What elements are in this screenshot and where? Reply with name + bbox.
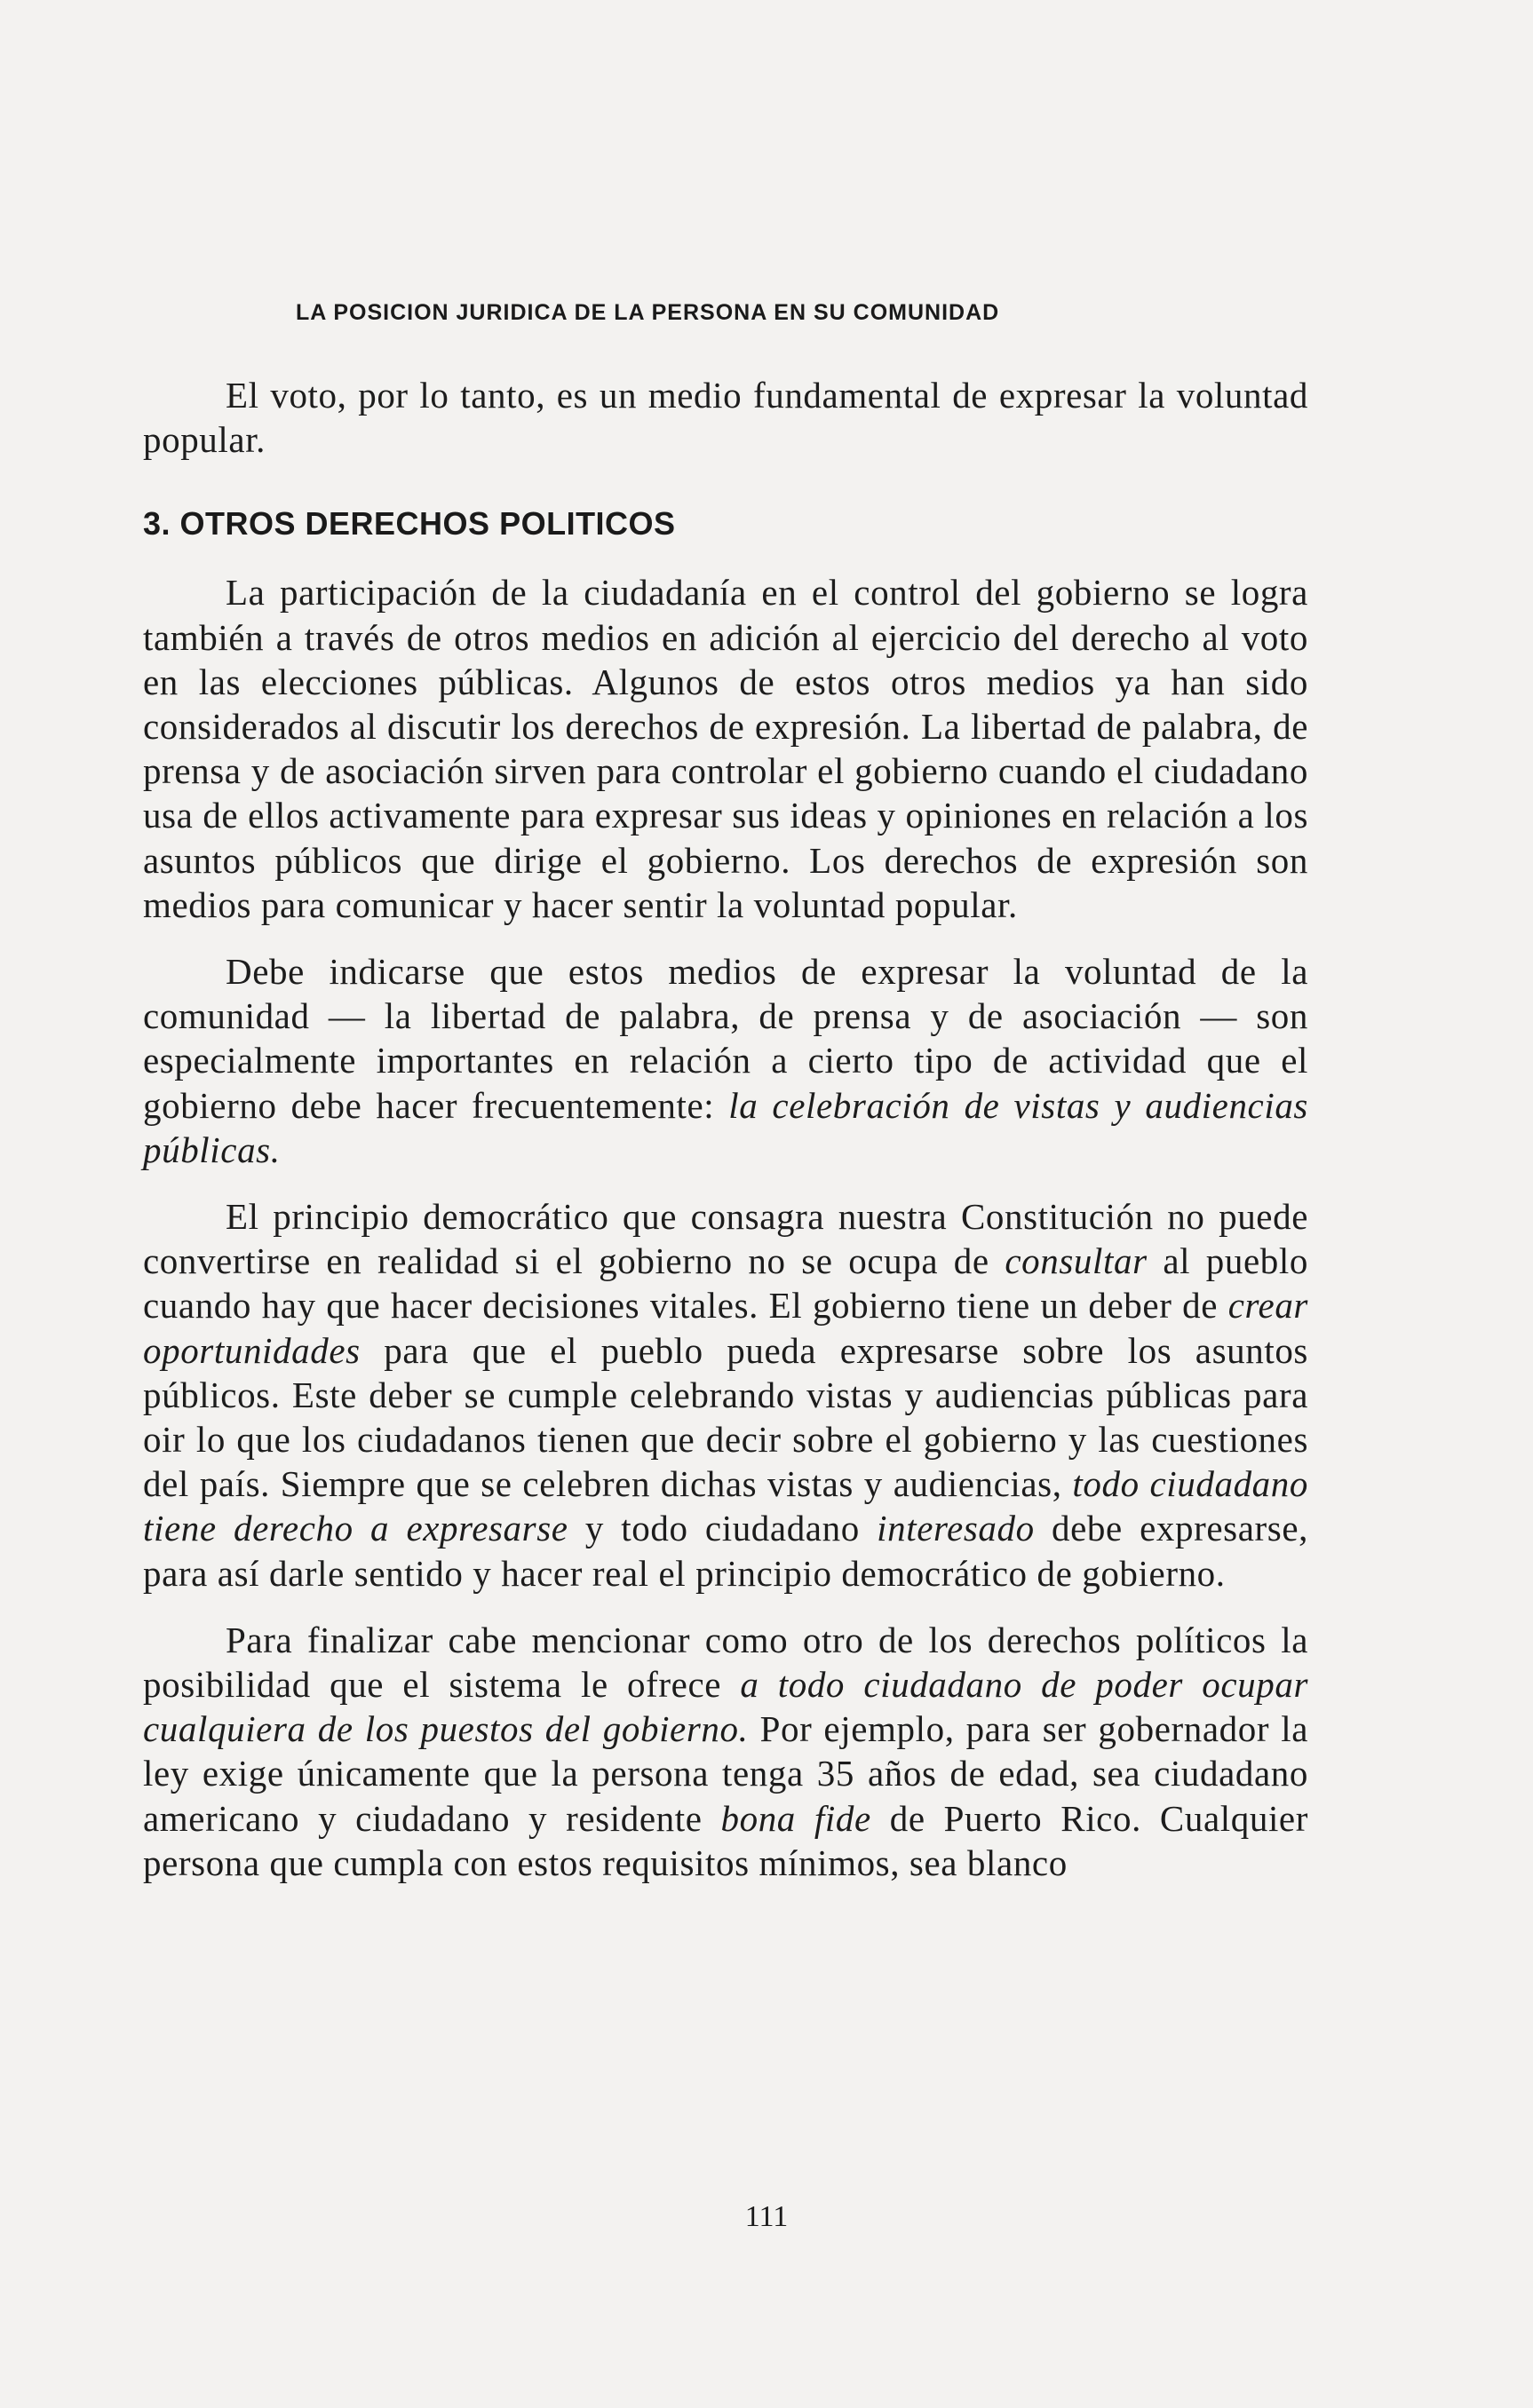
paragraph-text: al pueblo cuando hay que hacer decisiones vitales. El gobierno tiene un deber de [143, 1240, 1308, 1327]
paragraph-text: y todo ciudadano [568, 1508, 878, 1549]
paragraph-public-office [143, 1618, 1308, 1885]
paragraph-text: de Puerto Rico. Cualquier persona que cumpla con estos requisitos mínimos, sea blanco [143, 1797, 1308, 1883]
emphasis-text: crear oportunidades [143, 1285, 1308, 1371]
emphasis-text: bona fide [720, 1797, 871, 1839]
emphasis-text: interesado [877, 1508, 1035, 1549]
paragraph-text: para que el pueblo pueda expresarse sobre los asuntos públicos. Este deber se cumple celebrando vistas y audiencias públicas para oir lo que los ciudadanos tienen que decir sobre el gobierno y las cuestiones del país. Siempre que se celebren dichas vistas y audiencias, [143, 1329, 1308, 1505]
section-heading: 3. OTROS DERECHOS POLITICOS [143, 505, 676, 543]
emphasis-text: a todo ciudadano de poder ocupar cualquiera de los puestos del gobierno. [143, 1664, 1308, 1750]
page-number: 111 [744, 2200, 789, 2233]
paragraph-text: Debe indicarse que estos medios de expresar la voluntad de la comunidad — la libertad de palabra, de prensa y de asociación — son especialmente importantes en relación a cierto tipo de actividad que el gobierno debe hacer frecuentemente: [143, 951, 1308, 1126]
paragraph-democratic-principle [143, 1194, 1308, 1596]
paragraph-text: Para finalizar cabe mencionar como otro de los derechos políticos la posibilidad que el sistema le ofrece [143, 1619, 1308, 1706]
paragraph-text: debe expresarse, para así darle sentido y hacer real el principio democrático de gobierno. [143, 1508, 1308, 1594]
paragraph-text: Por ejemplo, para ser gobernador la ley exige únicamente que la persona tenga 35 años de edad, sea ciudadano americano y ciudadano y residente [143, 1708, 1308, 1839]
paragraph-expression-means [143, 949, 1308, 1172]
paragraph-text: El principio democrático que consagra nuestra Constitución no puede convertirse en realidad si el gobierno no se ocupa de [143, 1196, 1308, 1282]
body-text [143, 373, 1308, 1885]
paragraph-participation: La participación de la ciudadanía en el control del gobierno se logra también a través de otros medios en adición al ejercicio del derecho al voto en las elecciones públicas. Algunos de estos otros medios ya han sido considerados al discutir los derechos de expresión. La libertad de palabra, de prensa y de asociación sirven para controlar el gobierno cuando el ciudadano usa de ellos activamente para expresar sus ideas y opiniones en relación a los asuntos públicos que dirige el gobierno. Los derechos de expresión son medios para comunicar y hacer sentir la voluntad popular. [143, 572, 1308, 925]
emphasis-text: consultar [1005, 1240, 1148, 1282]
running-head: LA POSICION JURIDICA DE LA PERSONA EN SU COMUNIDAD [296, 300, 1000, 325]
emphasis-text: la celebración de vistas y audiencias públicas. [143, 1084, 1308, 1170]
emphasis-text: todo ciudadano tiene derecho a expresarse [143, 1463, 1308, 1549]
intro-paragraph: El voto, por lo tanto, es un medio fundamental de expresar la voluntad popular. [143, 375, 1308, 461]
